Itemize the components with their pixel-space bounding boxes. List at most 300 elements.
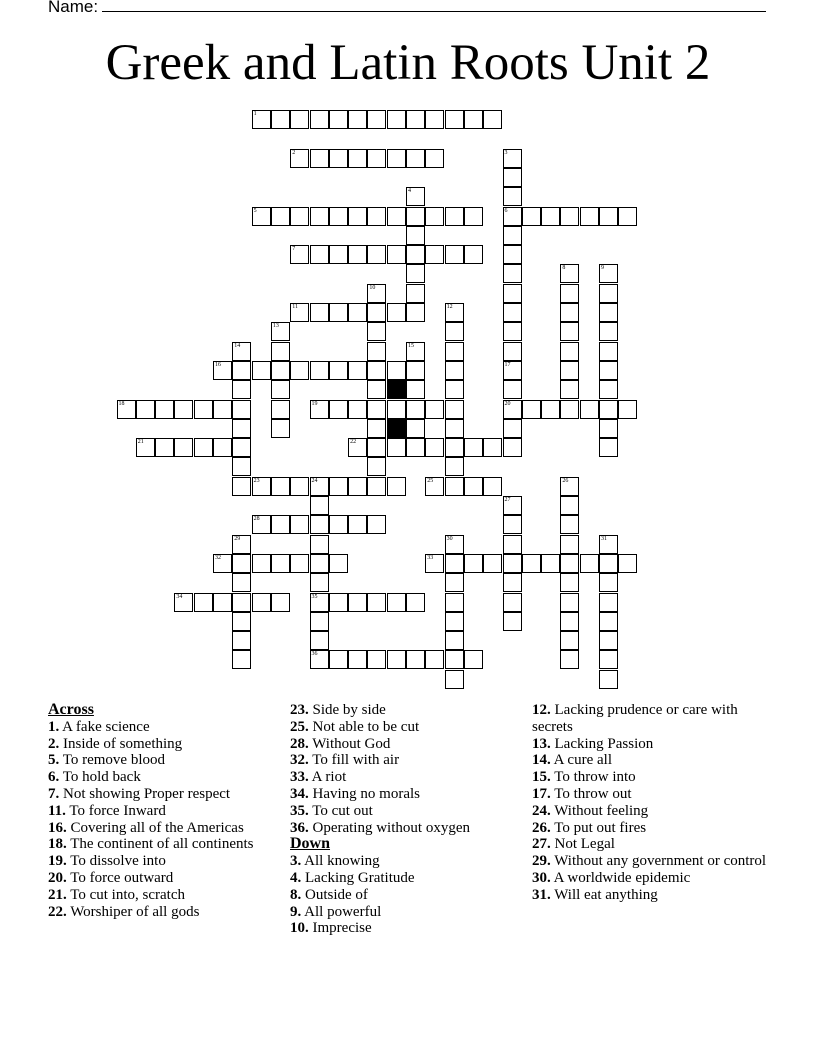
grid-cell[interactable]: [367, 593, 386, 612]
grid-cell[interactable]: [290, 207, 309, 226]
grid-cell[interactable]: [406, 245, 425, 264]
grid-cell[interactable]: [560, 612, 579, 631]
grid-cell[interactable]: [348, 110, 367, 129]
grid-cell[interactable]: [483, 438, 502, 457]
grid-cell[interactable]: [367, 457, 386, 476]
grid-cell[interactable]: [580, 207, 599, 226]
grid-cell[interactable]: [367, 303, 386, 322]
grid-cell[interactable]: [232, 477, 251, 496]
clue-text: Lacking prudence or care with secrets: [532, 702, 738, 735]
grid-cell[interactable]: [136, 400, 155, 419]
grid-cell[interactable]: [348, 438, 367, 457]
grid-cell[interactable]: [599, 284, 618, 303]
grid-cell[interactable]: [503, 342, 522, 361]
grid-cell[interactable]: [367, 515, 386, 534]
grid-cell[interactable]: [503, 612, 522, 631]
grid-cell[interactable]: [560, 593, 579, 612]
grid-cell[interactable]: [445, 631, 464, 650]
grid-cell[interactable]: [329, 515, 348, 534]
grid-cell[interactable]: [522, 400, 541, 419]
clue-text: To cut into, scratch: [66, 886, 185, 903]
clue-item: [290, 803, 515, 820]
name-underline[interactable]: [102, 0, 766, 12]
clue-text: Not showing Proper respect: [59, 785, 231, 802]
grid-cell[interactable]: [560, 322, 579, 341]
grid-cell[interactable]: [445, 650, 464, 669]
grid-cell[interactable]: [560, 361, 579, 380]
grid-cell[interactable]: [271, 322, 290, 341]
grid-cell[interactable]: [445, 322, 464, 341]
grid-cell[interactable]: [445, 535, 464, 554]
clue-number-label: 7: [292, 246, 296, 253]
grid-cell[interactable]: [387, 110, 406, 129]
grid-cell[interactable]: [367, 322, 386, 341]
grid-cell[interactable]: [580, 554, 599, 573]
grid-cell[interactable]: [560, 573, 579, 592]
grid-cell[interactable]: [560, 477, 579, 496]
grid-cell[interactable]: [155, 438, 174, 457]
grid-cell[interactable]: [271, 110, 290, 129]
grid-cell[interactable]: [406, 303, 425, 322]
grid-cell[interactable]: [560, 515, 579, 534]
grid-cell[interactable]: [232, 612, 251, 631]
grid-cell[interactable]: [310, 477, 329, 496]
grid-cell[interactable]: [232, 554, 251, 573]
grid-cell[interactable]: [503, 187, 522, 206]
grid-cell[interactable]: [425, 400, 444, 419]
grid-cell[interactable]: [599, 380, 618, 399]
grid-cell[interactable]: [406, 650, 425, 669]
grid-cell[interactable]: [445, 110, 464, 129]
grid-cell[interactable]: [271, 380, 290, 399]
grid-cell[interactable]: [290, 477, 309, 496]
grid-cell[interactable]: [310, 245, 329, 264]
grid-cell[interactable]: [445, 207, 464, 226]
grid-cell[interactable]: [618, 400, 637, 419]
grid-cell[interactable]: [232, 438, 251, 457]
grid-cell[interactable]: [425, 438, 444, 457]
grid-cell[interactable]: [232, 650, 251, 669]
grid-cell[interactable]: [464, 554, 483, 573]
grid-cell[interactable]: [406, 400, 425, 419]
grid-cell[interactable]: [445, 438, 464, 457]
grid-cell[interactable]: [406, 226, 425, 245]
grid-cell[interactable]: [252, 477, 271, 496]
grid-cell[interactable]: [329, 303, 348, 322]
grid-cell[interactable]: [290, 303, 309, 322]
clue-number: 34.: [290, 785, 309, 802]
clue-number: 19.: [48, 853, 67, 870]
grid-cell[interactable]: [348, 361, 367, 380]
grid-cell[interactable]: [560, 631, 579, 650]
clue-item: [48, 752, 273, 769]
grid-cell[interactable]: [213, 400, 232, 419]
grid-cell[interactable]: [560, 650, 579, 669]
grid-cell[interactable]: [310, 496, 329, 515]
grid-cell[interactable]: [445, 554, 464, 573]
grid-cell[interactable]: [290, 515, 309, 534]
grid-cell[interactable]: [232, 361, 251, 380]
grid-cell[interactable]: [406, 264, 425, 283]
grid-cell[interactable]: [232, 380, 251, 399]
grid-cell[interactable]: [580, 400, 599, 419]
grid-cell[interactable]: [387, 361, 406, 380]
grid-cell[interactable]: [406, 438, 425, 457]
grid-cell[interactable]: [599, 438, 618, 457]
grid-block: [387, 419, 406, 438]
grid-cell[interactable]: [599, 650, 618, 669]
grid-cell[interactable]: [387, 593, 406, 612]
grid-cell[interactable]: [232, 593, 251, 612]
clue-number: 9.: [290, 903, 302, 920]
grid-cell[interactable]: [483, 554, 502, 573]
grid-cell[interactable]: [445, 380, 464, 399]
grid-cell[interactable]: [445, 593, 464, 612]
grid-cell[interactable]: [232, 573, 251, 592]
grid-cell[interactable]: [329, 400, 348, 419]
grid-cell[interactable]: [560, 303, 579, 322]
grid-cell[interactable]: [618, 207, 637, 226]
grid-cell[interactable]: [464, 207, 483, 226]
grid-cell[interactable]: [560, 400, 579, 419]
grid-cell[interactable]: [367, 207, 386, 226]
grid-cell[interactable]: [560, 535, 579, 554]
grid-cell[interactable]: [503, 515, 522, 534]
clue-number-label: 30: [446, 535, 453, 542]
grid-cell[interactable]: [310, 573, 329, 592]
clue-text: All knowing: [301, 853, 380, 870]
grid-cell[interactable]: [503, 264, 522, 283]
grid-cell[interactable]: [445, 670, 464, 689]
clue-item: [290, 719, 515, 736]
clue-text: Not Legal: [550, 836, 615, 853]
grid-cell[interactable]: [387, 207, 406, 226]
grid-cell[interactable]: [387, 650, 406, 669]
grid-cell[interactable]: [560, 207, 579, 226]
grid-cell[interactable]: [348, 207, 367, 226]
grid-cell[interactable]: [445, 342, 464, 361]
grid-cell[interactable]: [599, 322, 618, 341]
grid-cell[interactable]: [560, 264, 579, 283]
grid-cell[interactable]: [367, 650, 386, 669]
clue-number: 15.: [532, 769, 551, 786]
grid-cell[interactable]: [483, 477, 502, 496]
grid-cell[interactable]: [464, 650, 483, 669]
grid-cell[interactable]: [213, 593, 232, 612]
clue-text: Without any government or control: [550, 853, 767, 870]
grid-cell[interactable]: [503, 496, 522, 515]
grid-cell[interactable]: [310, 535, 329, 554]
grid-cell[interactable]: [348, 400, 367, 419]
grid-cell[interactable]: [599, 554, 618, 573]
grid-cell[interactable]: [232, 535, 251, 554]
clue-item: [48, 904, 273, 921]
grid-cell[interactable]: [348, 303, 367, 322]
grid-cell[interactable]: [560, 554, 579, 573]
grid-cell[interactable]: [522, 554, 541, 573]
grid-cell[interactable]: [117, 400, 136, 419]
grid-cell[interactable]: [599, 342, 618, 361]
grid-cell[interactable]: [290, 110, 309, 129]
grid-cell[interactable]: [136, 438, 155, 457]
grid-cell[interactable]: [252, 515, 271, 534]
grid-cell[interactable]: [541, 400, 560, 419]
grid-cell[interactable]: [425, 207, 444, 226]
grid-cell[interactable]: [367, 438, 386, 457]
grid-cell[interactable]: [445, 573, 464, 592]
grid-cell[interactable]: [367, 361, 386, 380]
grid-cell[interactable]: [310, 207, 329, 226]
grid-cell[interactable]: [329, 361, 348, 380]
grid-cell[interactable]: [503, 380, 522, 399]
clue-item: [48, 719, 273, 736]
grid-cell[interactable]: [387, 303, 406, 322]
grid-cell[interactable]: [406, 110, 425, 129]
grid-cell[interactable]: [445, 419, 464, 438]
grid-cell[interactable]: [310, 631, 329, 650]
grid-cell[interactable]: [213, 554, 232, 573]
grid-cell[interactable]: [194, 400, 213, 419]
grid-cell[interactable]: [425, 477, 444, 496]
grid-cell[interactable]: [445, 612, 464, 631]
clue-number-label: 19: [311, 400, 318, 407]
grid-cell[interactable]: [271, 593, 290, 612]
grid-cell[interactable]: [445, 361, 464, 380]
clue-number: 5.: [48, 752, 60, 769]
grid-cell[interactable]: [503, 400, 522, 419]
grid-cell[interactable]: [503, 554, 522, 573]
grid-cell[interactable]: [232, 400, 251, 419]
grid-cell[interactable]: [310, 110, 329, 129]
grid-cell[interactable]: [445, 303, 464, 322]
grid-cell[interactable]: [483, 110, 502, 129]
grid-cell[interactable]: [464, 477, 483, 496]
grid-cell[interactable]: [599, 400, 618, 419]
grid-cell[interactable]: [310, 149, 329, 168]
clue-item: [532, 870, 772, 887]
grid-cell[interactable]: [329, 207, 348, 226]
grid-cell[interactable]: [213, 361, 232, 380]
clue-number-label: 4: [408, 188, 411, 195]
grid-cell[interactable]: [387, 438, 406, 457]
clue-item: [48, 803, 273, 820]
grid-cell[interactable]: [348, 650, 367, 669]
grid-cell[interactable]: [406, 419, 425, 438]
grid-cell[interactable]: [599, 612, 618, 631]
grid-cell[interactable]: [310, 361, 329, 380]
grid-cell[interactable]: [329, 650, 348, 669]
grid-cell[interactable]: [445, 245, 464, 264]
grid-cell[interactable]: [310, 650, 329, 669]
grid-cell[interactable]: [503, 573, 522, 592]
grid-cell[interactable]: [599, 535, 618, 554]
grid-cell[interactable]: [310, 554, 329, 573]
grid-cell[interactable]: [503, 419, 522, 438]
grid-cell[interactable]: [271, 554, 290, 573]
clue-text: Lacking Passion: [550, 735, 654, 752]
grid-cell[interactable]: [406, 380, 425, 399]
grid-cell[interactable]: [290, 149, 309, 168]
grid-cell[interactable]: [425, 149, 444, 168]
grid-cell[interactable]: [174, 593, 193, 612]
grid-cell[interactable]: [348, 149, 367, 168]
clue-number: 31.: [532, 886, 551, 903]
grid-cell[interactable]: [503, 361, 522, 380]
grid-cell[interactable]: [560, 380, 579, 399]
clue-item: [48, 870, 273, 887]
grid-cell[interactable]: [367, 380, 386, 399]
grid-cell[interactable]: [599, 264, 618, 283]
grid-cell[interactable]: [406, 342, 425, 361]
grid-cell[interactable]: [252, 593, 271, 612]
grid-cell[interactable]: [348, 245, 367, 264]
grid-cell[interactable]: [310, 400, 329, 419]
grid-cell[interactable]: [599, 303, 618, 322]
grid-cell[interactable]: [213, 438, 232, 457]
clue-number-label: 34: [176, 593, 183, 600]
clue-item: [290, 904, 515, 921]
grid-cell[interactable]: [599, 207, 618, 226]
grid-cell[interactable]: [406, 593, 425, 612]
grid-cell[interactable]: [174, 438, 193, 457]
grid-cell[interactable]: [367, 245, 386, 264]
grid-cell[interactable]: [503, 207, 522, 226]
grid-cell[interactable]: [367, 149, 386, 168]
grid-cell[interactable]: [367, 419, 386, 438]
grid-cell[interactable]: [271, 400, 290, 419]
grid-cell[interactable]: [387, 149, 406, 168]
grid-cell[interactable]: [329, 149, 348, 168]
grid-cell[interactable]: [541, 554, 560, 573]
grid-cell[interactable]: [425, 554, 444, 573]
grid-cell[interactable]: [367, 284, 386, 303]
grid-cell[interactable]: [252, 361, 271, 380]
grid-cell[interactable]: [425, 650, 444, 669]
grid-cell[interactable]: [503, 149, 522, 168]
grid-cell[interactable]: [174, 400, 193, 419]
grid-cell[interactable]: [194, 438, 213, 457]
grid-cell[interactable]: [445, 457, 464, 476]
grid-cell[interactable]: [599, 573, 618, 592]
grid-cell[interactable]: [252, 207, 271, 226]
grid-cell[interactable]: [503, 593, 522, 612]
grid-cell[interactable]: [232, 342, 251, 361]
grid-cell[interactable]: [155, 400, 174, 419]
grid-cell[interactable]: [367, 110, 386, 129]
grid-cell[interactable]: [329, 245, 348, 264]
grid-cell[interactable]: [348, 477, 367, 496]
grid-cell[interactable]: [387, 245, 406, 264]
grid-cell[interactable]: [271, 419, 290, 438]
grid-cell[interactable]: [618, 554, 637, 573]
grid-cell[interactable]: [599, 670, 618, 689]
grid-cell[interactable]: [329, 593, 348, 612]
grid-cell[interactable]: [425, 110, 444, 129]
grid-cell[interactable]: [464, 438, 483, 457]
clue-item: [532, 836, 772, 853]
grid-cell[interactable]: [310, 515, 329, 534]
grid-cell[interactable]: [406, 207, 425, 226]
clue-item: [532, 786, 772, 803]
grid-cell[interactable]: [599, 419, 618, 438]
grid-cell[interactable]: [271, 207, 290, 226]
grid-cell[interactable]: [445, 400, 464, 419]
clue-item: [290, 853, 515, 870]
clue-column-1: [48, 702, 273, 920]
grid-cell[interactable]: [348, 515, 367, 534]
grid-cell[interactable]: [367, 477, 386, 496]
grid-cell[interactable]: [271, 515, 290, 534]
grid-cell[interactable]: [348, 593, 367, 612]
grid-cell[interactable]: [387, 477, 406, 496]
grid-cell[interactable]: [560, 284, 579, 303]
grid-cell[interactable]: [194, 593, 213, 612]
grid-cell[interactable]: [541, 207, 560, 226]
grid-cell[interactable]: [387, 400, 406, 419]
grid-cell[interactable]: [599, 593, 618, 612]
grid-cell[interactable]: [290, 554, 309, 573]
grid-cell[interactable]: [329, 554, 348, 573]
grid-cell[interactable]: [560, 496, 579, 515]
grid-cell[interactable]: [503, 438, 522, 457]
grid-cell[interactable]: [406, 361, 425, 380]
grid-cell[interactable]: [252, 554, 271, 573]
grid-cell[interactable]: [503, 535, 522, 554]
clue-number-label: 25: [427, 477, 434, 484]
grid-cell[interactable]: [503, 245, 522, 264]
grid-cell[interactable]: [252, 110, 271, 129]
grid-cell[interactable]: [560, 342, 579, 361]
grid-cell[interactable]: [503, 226, 522, 245]
grid-cell[interactable]: [329, 110, 348, 129]
clue-number-label: 18: [118, 400, 125, 407]
clue-number-label: 5: [253, 207, 257, 214]
grid-cell[interactable]: [503, 284, 522, 303]
grid-cell[interactable]: [425, 245, 444, 264]
grid-cell[interactable]: [599, 631, 618, 650]
grid-cell[interactable]: [271, 361, 290, 380]
grid-cell[interactable]: [522, 207, 541, 226]
grid-cell[interactable]: [310, 612, 329, 631]
grid-cell[interactable]: [290, 245, 309, 264]
grid-cell[interactable]: [503, 303, 522, 322]
grid-cell[interactable]: [290, 361, 309, 380]
grid-cell[interactable]: [503, 168, 522, 187]
clue-text: Inside of something: [59, 735, 183, 752]
grid-cell[interactable]: [232, 419, 251, 438]
grid-cell[interactable]: [367, 342, 386, 361]
grid-cell[interactable]: [367, 400, 386, 419]
clue-number: 36.: [290, 819, 309, 836]
grid-cell[interactable]: [464, 245, 483, 264]
grid-cell[interactable]: [406, 187, 425, 206]
grid-cell[interactable]: [445, 477, 464, 496]
grid-cell[interactable]: [232, 457, 251, 476]
grid-cell[interactable]: [329, 477, 348, 496]
grid-cell[interactable]: [310, 593, 329, 612]
grid-cell[interactable]: [310, 303, 329, 322]
name-field[interactable]: [48, 0, 766, 17]
clue-number-label: 13: [272, 323, 279, 330]
grid-cell[interactable]: [599, 361, 618, 380]
grid-cell[interactable]: [271, 342, 290, 361]
grid-cell[interactable]: [406, 149, 425, 168]
grid-cell[interactable]: [271, 477, 290, 496]
grid-cell[interactable]: [232, 631, 251, 650]
grid-cell[interactable]: [406, 284, 425, 303]
grid-cell[interactable]: [503, 322, 522, 341]
grid-cell[interactable]: [464, 110, 483, 129]
